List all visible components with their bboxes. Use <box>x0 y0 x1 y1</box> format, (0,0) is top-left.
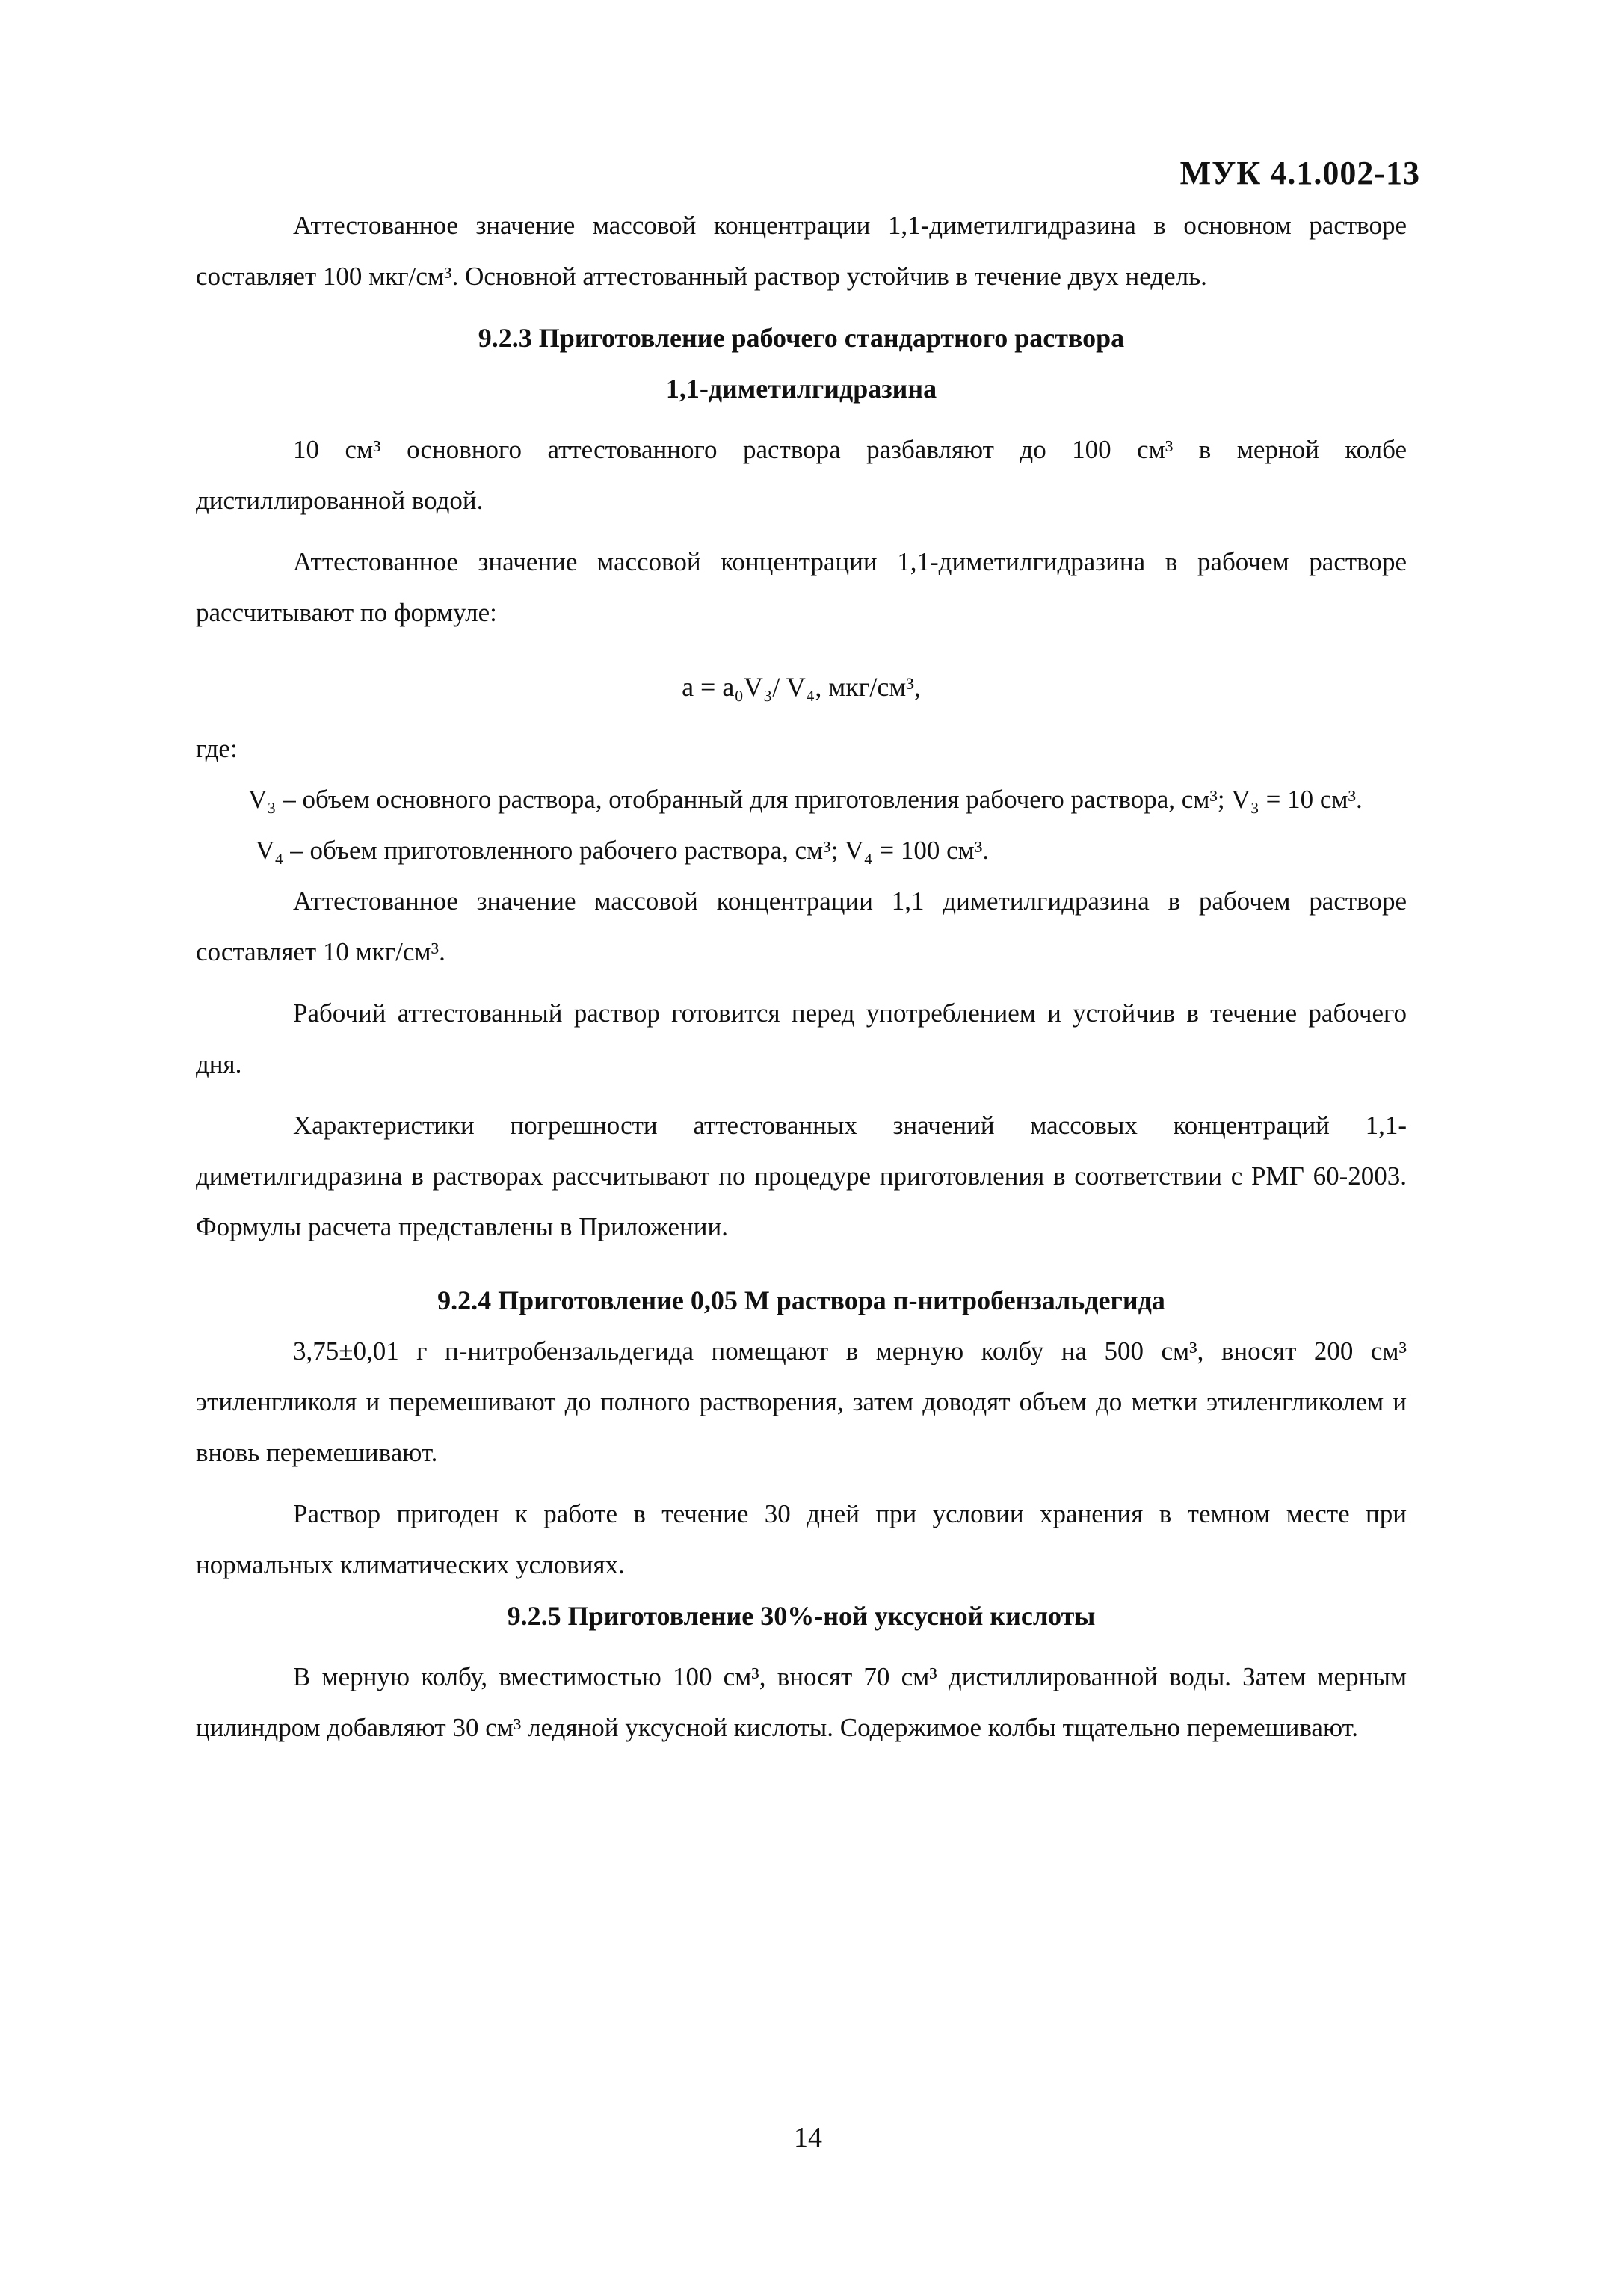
paragraph-solution-storage: Раствор пригоден к работе в течение 30 дней при условии хранения в темном месте при нормальных климатических условиях. <box>196 1499 1407 1579</box>
paragraph-error-characteristics: Характеристики погрешности аттестованных значений массовых концентраций 1,1-диметилгидразина в растворах рассчитывают по процедуре приготовления в соответствии с РМГ 60-2003. Формулы расчета представлены в Приложении. <box>196 1111 1407 1241</box>
where-label: где: <box>196 734 238 763</box>
document-code: МУК 4.1.002-13 <box>1179 155 1420 191</box>
paragraph-working-concentration: Аттестованное значение массовой концентрации 1,1 диметилгидразина в рабочем растворе составляет 10 мкг/см³. <box>196 886 1407 966</box>
paragraph-dilution: 10 см³ основного аттестованного раствора разбавляют до 100 см³ в мерной колбе дистиллированной водой. <box>196 435 1407 515</box>
paragraph-concentration-main: Аттестованное значение массовой концентрации 1,1-диметилгидразина в основном растворе составляет 100 мкг/см³. Основной аттестованный раствор устойчив в течение двух недель. <box>196 211 1407 291</box>
section-heading-9-2-5: 9.2.5 Приготовление 30%-ной уксусной кислоты <box>507 1601 1096 1631</box>
formula: a = a₀V₃/ V₄, мкг/см³, <box>682 672 921 702</box>
section-heading-9-2-4: 9.2.4 Приготовление 0,05 М раствора п-нитробензальдегида <box>437 1286 1165 1315</box>
section-heading-9-2-3-line2: 1,1-диметилгидразина <box>665 374 937 404</box>
definition-v3: V₃ – объем основного раствора, отобранный для приготовления рабочего раствора, см³; V₃ = 10 см³. <box>248 785 1363 814</box>
section-heading-9-2-3-line1: 9.2.3 Приготовление рабочего стандартного раствора <box>478 323 1125 353</box>
paragraph-working-stability: Рабочий аттестованный раствор готовится перед употреблением и устойчив в течение рабочего дня. <box>196 999 1407 1078</box>
page-number: 14 <box>794 2122 822 2153</box>
definition-v4: V₄ – объем приготовленного рабочего раствора, см³; V₄ = 100 см³. <box>256 836 990 865</box>
paragraph-formula-intro: Аттестованное значение массовой концентрации 1,1-диметилгидразина в рабочем растворе рассчитывают по формуле: <box>196 547 1407 627</box>
paragraph-nitrobenzaldehyde-prep: 3,75±0,01 г п-нитробензальдегида помещают в мерную колбу на 500 см³, вносят 200 см³ этиленгликоля и перемешивают до полного растворения, затем доводят объем до метки этиленгликолем и вновь перемешивают. <box>196 1336 1407 1467</box>
paragraph-acetic-acid-prep: В мерную колбу, вместимостью 100 см³, вносят 70 см³ дистиллированной воды. Затем мерным цилиндром добавляют 30 см³ ледяной уксусной кислоты. Содержимое колбы тщательно перемешивают. <box>196 1662 1407 1742</box>
document-body <box>196 200 1407 1753</box>
